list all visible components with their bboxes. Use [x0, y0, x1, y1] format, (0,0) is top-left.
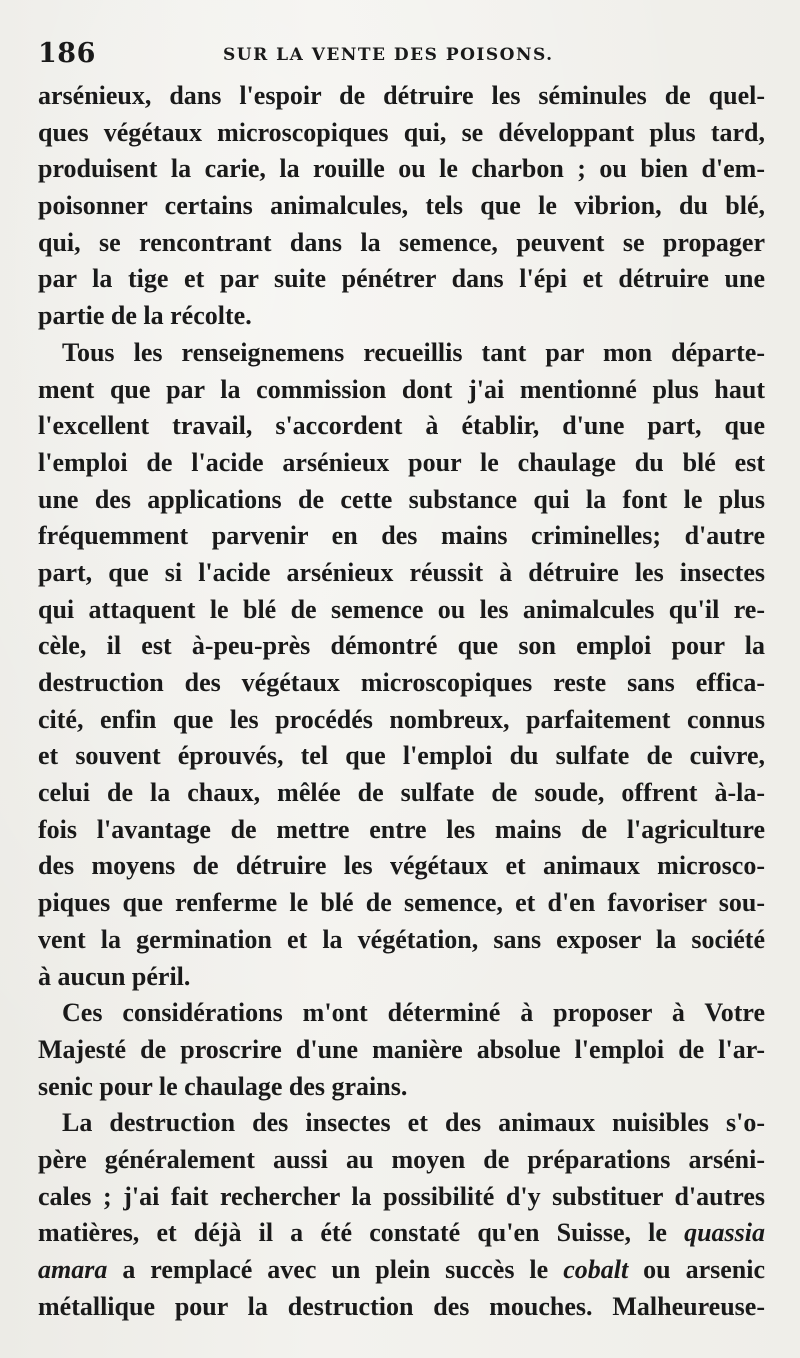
text-line: destruction des végétaux microscopiques reste sans effica-	[38, 668, 765, 697]
text-line: celui de la chaux, mêlée de sulfate de soude, offrent à-la-	[38, 778, 765, 808]
italic-term: amara	[38, 1255, 108, 1284]
text-line: l'emploi de l'acide arsénieux pour le chaulage du blé est	[38, 447, 765, 477]
body-text	[38, 78, 765, 1325]
text-line	[38, 1252, 765, 1289]
text-line: part, que si l'acide arsénieux réussit à détruire les insectes	[38, 557, 765, 587]
paragraph-2	[38, 335, 765, 995]
text-line: fréquemment parvenir en des mains criminelles; d'autre	[38, 521, 765, 551]
text-line: fois l'avantage de mettre entre les mains de l'agriculture	[38, 814, 765, 844]
text-line: cèle, il est à-peu-près démontré que son emploi pour la	[38, 631, 765, 661]
text-line: cales ; j'ai fait rechercher la possibilité d'y substituer d'autres	[38, 1181, 765, 1211]
text-line: ques végétaux microscopiques qui, se développant plus tard,	[38, 117, 765, 147]
text-line: métallique pour la destruction des mouches. Malheureuse-	[38, 1291, 765, 1321]
running-head: SUR LA VENTE DES POISONS.	[223, 45, 554, 65]
text-line: partie de la récolte.	[38, 301, 252, 331]
text-segment: matières, et déjà il a été constaté qu'en Suisse, le	[38, 1218, 667, 1248]
text-line: cité, enfin que les procédés nombreux, parfaitement connus	[38, 704, 765, 734]
text-line: par la tige et par suite pénétrer dans l'épi et détruire une	[38, 264, 765, 294]
text-line: Majesté de proscrire d'une manière absolue l'emploi de l'ar-	[38, 1034, 765, 1064]
italic-term: quassia	[684, 1218, 766, 1248]
text-line: arsénieux, dans l'espoir de détruire les séminules de quel-	[38, 81, 765, 110]
text-line: piques que renferme le blé de semence, et d'en favoriser sou-	[38, 888, 765, 918]
paragraph-4	[38, 1105, 765, 1325]
text-line: Ces considérations m'ont déterminé à proposer à Votre	[62, 998, 765, 1028]
text-line: vent la germination et la végétation, sans exposer la société	[38, 924, 765, 954]
text-line: senic pour le chaulage des grains.	[38, 1071, 408, 1101]
text-line: qui attaquent le blé de semence ou les animalcules qu'il re-	[38, 594, 765, 624]
text-line: des moyens de détruire les végétaux et animaux microsco-	[38, 851, 765, 881]
text-line: La destruction des insectes et des animaux nuisibles s'o-	[62, 1108, 765, 1138]
text-line	[38, 1215, 765, 1252]
text-segment: ou arsenic	[643, 1255, 766, 1284]
text-line: à aucun péril.	[38, 961, 191, 991]
text-line: père généralement aussi au moyen de préparations arséni-	[38, 1144, 765, 1174]
text-segment: a remplacé avec un plein succès le	[122, 1255, 549, 1284]
page-header	[38, 38, 760, 68]
text-line: et souvent éprouvés, tel que l'emploi du sulfate de cuivre,	[38, 741, 765, 771]
text-line: qui, se rencontrant dans la semence, peuvent se propager	[38, 227, 765, 257]
text-line: une des applications de cette substance qui la font le plus	[38, 484, 765, 514]
paragraph-1	[38, 78, 765, 335]
text-line: Tous les renseignemens recueillis tant par mon départe-	[62, 337, 765, 367]
paragraph-3	[38, 995, 765, 1105]
text-line: ment que par la commission dont j'ai mentionné plus haut	[38, 374, 765, 404]
italic-term: cobalt	[563, 1255, 629, 1284]
text-line: poisonner certains animalcules, tels que le vibrion, du blé,	[38, 191, 765, 221]
text-line: produisent la carie, la rouille ou le charbon ; ou bien d'em-	[38, 154, 765, 184]
page-number: 186	[38, 38, 96, 69]
text-line: l'excellent travail, s'accordent à établir, d'une part, que	[38, 411, 765, 441]
